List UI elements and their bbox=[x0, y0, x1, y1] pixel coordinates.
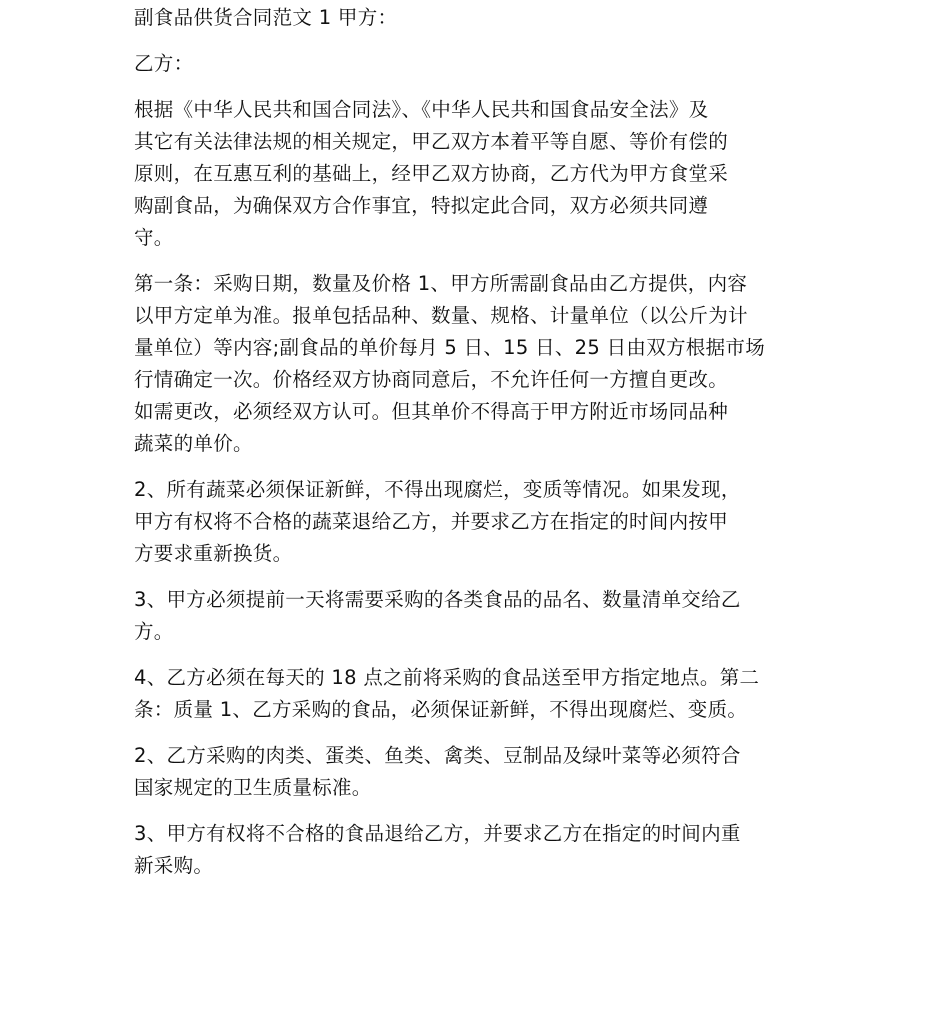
paragraph-line: 甲方有权将不合格的蔬菜退给乙方，并要求乙方在指定的时间内按甲 bbox=[134, 510, 729, 533]
paragraph bbox=[134, 662, 794, 726]
paragraph-line: 条：质量 1、乙方采购的食品，必须保证新鲜，不得出现腐烂、变质。 bbox=[134, 698, 748, 721]
paragraph-line: 方要求重新换货。 bbox=[134, 542, 293, 565]
paragraph-line: 行情确定一次。价格经双方协商同意后，不允许任何一方擅自更改。 bbox=[134, 368, 729, 391]
paragraph-line: 购副食品，为确保双方合作事宜，特拟定此合同，双方必须共同遵 bbox=[134, 194, 709, 217]
paragraph-line: 方。 bbox=[134, 620, 174, 643]
paragraph bbox=[134, 474, 794, 570]
paragraph-line: 蔬菜的单价。 bbox=[134, 432, 253, 455]
paragraph bbox=[134, 268, 794, 460]
paragraph-line: 以甲方定单为准。报单包括品种、数量、规格、计量单位（以公斤为计 bbox=[134, 304, 748, 327]
paragraph bbox=[134, 740, 794, 804]
paragraph-line: 根据《中华人民共和国合同法》、《中华人民共和国食品安全法》及 bbox=[134, 98, 709, 121]
document-title: 副食品供货合同范文 1 甲方： bbox=[134, 6, 398, 29]
paragraph-line: 量单位）等内容;副食品的单价每月 5 日、15 日、25 日由双方根据市场 bbox=[134, 336, 765, 359]
paragraph-line: 国家规定的卫生质量标准。 bbox=[134, 776, 372, 799]
paragraph-line: 其它有关法律法规的相关规定，甲乙双方本着平等自愿、等价有偿的 bbox=[134, 130, 729, 153]
party-b-line: 乙方： bbox=[134, 52, 194, 75]
paragraph-line: 第一条：采购日期，数量及价格 1、甲方所需副食品由乙方提供，内容 bbox=[134, 272, 748, 295]
paragraph bbox=[134, 584, 794, 648]
paragraph-line: 2、乙方采购的肉类、蛋类、鱼类、禽类、豆制品及绿叶菜等必须符合 bbox=[134, 744, 741, 767]
paragraph-line: 守。 bbox=[134, 226, 174, 249]
document-page bbox=[134, 0, 794, 882]
paragraph-line: 3、甲方有权将不合格的食品退给乙方，并要求乙方在指定的时间内重 bbox=[134, 822, 741, 845]
paragraph bbox=[134, 94, 794, 254]
paragraph-list bbox=[134, 94, 794, 882]
paragraph-line: 新采购。 bbox=[134, 854, 214, 877]
paragraph-line: 3、甲方必须提前一天将需要采购的各类食品的品名、数量清单交给乙 bbox=[134, 588, 741, 611]
paragraph-line: 如需更改，必须经双方认可。但其单价不得高于甲方附近市场同品种 bbox=[134, 400, 729, 423]
paragraph-line: 原则，在互惠互利的基础上，经甲乙双方协商，乙方代为甲方食堂采 bbox=[134, 162, 729, 185]
paragraph-line: 2、所有蔬菜必须保证新鲜，不得出现腐烂，变质等情况。如果发现， bbox=[134, 478, 741, 501]
paragraph-line: 4、乙方必须在每天的 18 点之前将采购的食品送至甲方指定地点。第二 bbox=[134, 666, 760, 689]
paragraph bbox=[134, 818, 794, 882]
